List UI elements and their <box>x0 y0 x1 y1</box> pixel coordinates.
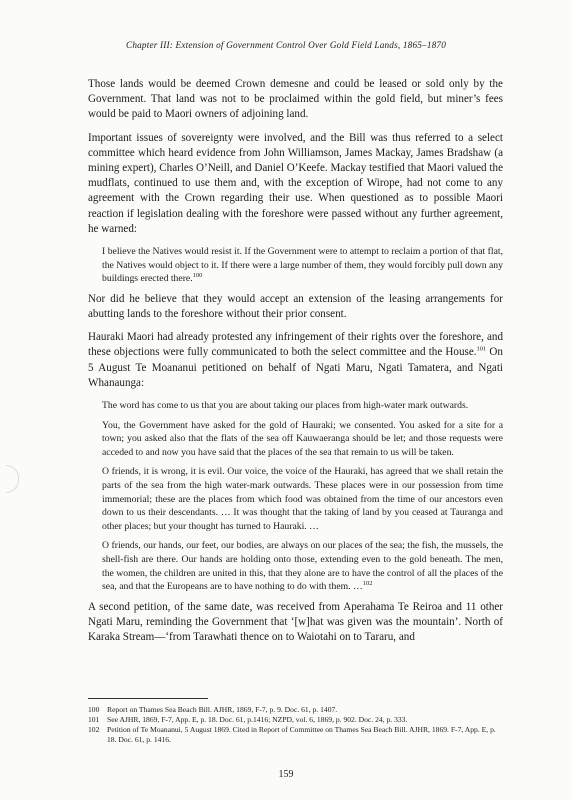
paragraph-5: A second petition, of the same date, was received from Aperahama Te Reiroa and 11 other Ngati Maru, reminding the Government that ‘[w]hat was given was the mountain’. North of Karaka Stream—‘from Tarawhati thence on to Waiotahi on to Tararu, and <box>88 600 503 644</box>
block-quote-petition <box>102 399 503 594</box>
paragraph-4-part-a: Hauraki Maori had already protested any infringement of their rights over the foreshore, and these objections were fully communicated to both the select committee and the House. <box>88 331 503 359</box>
petition-quote-2: You, the Government have asked for the gold of Hauraki; we consented. You asked for a site for a town; you asked also that the flats of the sea off Kauwaeranga should be let; and those requests were acceded to and now you have said that the places of the sea that remain to us will be taken. <box>102 419 503 458</box>
petition-quote-3: O friends, it is wrong, it is evil. Our voice, the voice of the Hauraki, has agreed that we shall retain the parts of the sea from the high water-mark outwards. These places were in our possession from time immemorial; these are the places from which food was obtained from the time of our ancestors even down to us their descendants. … It was thought that the taking of land by you ceased at Tauranga and other places; but your thought has turned to Hauraki. … <box>102 466 503 532</box>
footnote-number: 100 <box>88 705 100 714</box>
paragraph-1: Those lands would be deemed Crown demesne and could be leased or sold only by the Government. That land was not to be proclaimed within the gold field, but miner’s fees would be paid to Maori owners of adjoining land. <box>88 78 503 121</box>
footnote-text: See AJHR, 1869, F-7, App. E, p. 18. Doc. 61, p.1416; NZPD, vol. 6, 1869, p. 902. Doc. 24, p. 333. <box>107 715 408 724</box>
paragraph-3: Nor did he believe that they would accept an extension of the leasing arrangements for abutting lands to the foreshore without their prior consent. <box>88 292 503 321</box>
quote-mackay-text: I believe the Natives would resist it. If the Government were to attempt to reclaim a portion of that flat, the Natives would object to it. If there were a large number of them, they would forcibly pull down any buildings erected there. <box>102 246 503 285</box>
block-quote-mackay <box>102 245 503 286</box>
page-body <box>88 77 503 653</box>
footnote-number: 102 <box>88 725 100 734</box>
paragraph-4-part-b: On 5 August Te Moananui petitioned on behalf of Ngati Maru, Ngati Tamatera, and Ngati Whanaunga: <box>88 346 503 389</box>
page-number: 159 <box>278 769 294 780</box>
petition-quote-1: The word has come to us that you are about taking our places from high-water mark outwards. <box>102 400 469 412</box>
footnote-101 <box>88 715 503 725</box>
footnote-text: Report on Thames Sea Beach Bill. AJHR, 1869, F-7, p. 9. Doc. 61, p. 1407. <box>107 705 338 714</box>
petition-quote-4: O friends, our hands, our feet, our bodies, are always on our places of the sea; the fish, the mussels, the shell-fish are there. Our hands are holding onto those, extending even to the gold beneath. The men, the women, the children are united in this, that they alone are to have the control of all the places of the sea, and that the Europeans are to have nothing to do with them. … <box>102 540 503 593</box>
running-header: Chapter III: Extension of Government Control Over Gold Field Lands, 1865–1870 <box>126 40 446 50</box>
footnote-ref-102[interactable]: 102 <box>362 579 373 587</box>
footnote-ref-101[interactable]: 101 <box>476 345 487 353</box>
footnote-text: Petition of Te Moananui, 5 August 1869. Cited in Report of Committee on Thames Sea Beach Bill. AJHR, 1869. F-7, App. E, p. 18. Doc. 61, p. 1416. <box>107 725 496 744</box>
paragraph-2: Important issues of sovereignty were involved, and the Bill was thus referred to a select committee which heard evidence from John Williamson, James Mackay, James Bradshaw (a mining expert), Charles O’Neill, and Daniel O’Keefe. Mackay testified that Maori valued the mudflats, continued to use them and, with the exception of Wirope, had not come to any agreement with the Crown regarding their use. When questioned as to possible Maori reaction if legislation dealing with the foreshore were passed without any further agreement, he warned: <box>88 131 503 235</box>
footnote-divider <box>88 698 208 699</box>
footnote-number: 101 <box>88 715 100 724</box>
paragraph-4 <box>88 330 503 391</box>
footnote-102 <box>88 725 503 744</box>
footnote-100 <box>88 705 503 715</box>
punch-hole-mark <box>6 465 19 493</box>
footnote-ref-100[interactable]: 100 <box>192 271 203 279</box>
